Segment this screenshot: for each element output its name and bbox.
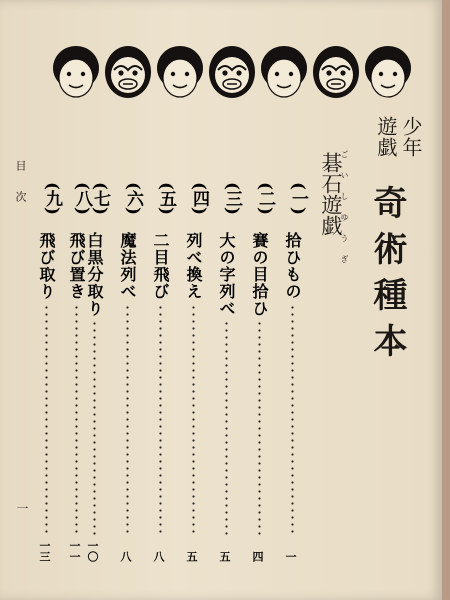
toc-entry-number: (二): [255, 182, 275, 216]
book-spine-edge: [442, 0, 450, 600]
leader-dots: [45, 304, 48, 536]
toc-entry-3[interactable]: [216, 182, 242, 562]
boy-face-icon: [156, 42, 204, 102]
toc-entry-9[interactable]: [36, 182, 62, 562]
toc-entry-title: 拾ひもの: [283, 232, 302, 300]
toc-entry-number: (八): [72, 182, 92, 216]
toc-entry-page: 八: [152, 551, 165, 562]
section-title: 碁石遊戯: [319, 152, 343, 236]
toc-entry-page: 八: [119, 551, 132, 562]
toc-entry-number: (一): [288, 182, 308, 216]
leader-dots: [159, 304, 162, 536]
toc-entry-4[interactable]: [183, 182, 209, 562]
toc-entry-title: 大の字列べ: [217, 232, 236, 317]
toc-entry-number: (五): [156, 182, 176, 216]
toc-entry-title: 列べ換え: [184, 232, 203, 300]
toc-entry-2[interactable]: [249, 182, 275, 562]
toc-entry-page: 一一: [68, 540, 81, 562]
toc-entry-8[interactable]: [66, 182, 92, 562]
toc-entry-1[interactable]: [282, 182, 308, 562]
toc-entry-title: 飛び取り: [37, 232, 56, 300]
boy-face-icon: [260, 42, 308, 102]
toc-entry-number: (三): [222, 182, 242, 216]
monkey-face-icon: [208, 42, 256, 102]
monkey-face-icon: [312, 42, 360, 102]
toc-entry-title: 二目飛び: [151, 232, 170, 300]
page-number: 一: [15, 502, 29, 514]
toc-entry-number: (九): [42, 182, 62, 216]
toc-entry-title: 飛び置き: [67, 232, 86, 300]
toc-entry-number: (七): [90, 182, 110, 216]
toc-entry-page: 一三: [38, 540, 51, 562]
monkey-face-icon: [104, 42, 152, 102]
toc-entry-title: 賽の目拾ひ: [250, 232, 269, 317]
leader-dots: [93, 320, 96, 536]
leader-dots: [291, 304, 294, 536]
toc-entry-page: 五: [218, 551, 231, 562]
leader-dots: [192, 304, 195, 536]
toc-entry-6[interactable]: [117, 182, 143, 562]
leader-dots: [126, 304, 129, 536]
series-title-line2: 遊戯: [374, 116, 398, 158]
toc-entry-page: 一〇: [86, 540, 99, 562]
toc-entry-page: 四: [251, 551, 264, 562]
boy-face-icon: [364, 42, 412, 102]
toc-entry-number: (六): [123, 182, 143, 216]
toc-entry-page: 五: [185, 551, 198, 562]
section-title-ruby: ごいしゆうぎ: [340, 150, 349, 276]
toc-entry-title: 白黒分取り: [85, 232, 104, 317]
toc-entry-page: 一: [284, 551, 297, 562]
series-title-line1: 少年: [399, 116, 423, 158]
book-title: 奇術種本: [367, 185, 407, 369]
toc-entry-5[interactable]: [150, 182, 176, 562]
leader-dots: [75, 304, 78, 536]
leader-dots: [258, 320, 261, 536]
boy-face-icon: [52, 42, 100, 102]
toc-entry-number: (四): [189, 182, 209, 216]
contents-label: 目次: [14, 160, 27, 222]
leader-dots: [225, 320, 228, 536]
toc-entry-title: 魔法列べ: [118, 232, 137, 300]
face-border: [52, 42, 418, 104]
